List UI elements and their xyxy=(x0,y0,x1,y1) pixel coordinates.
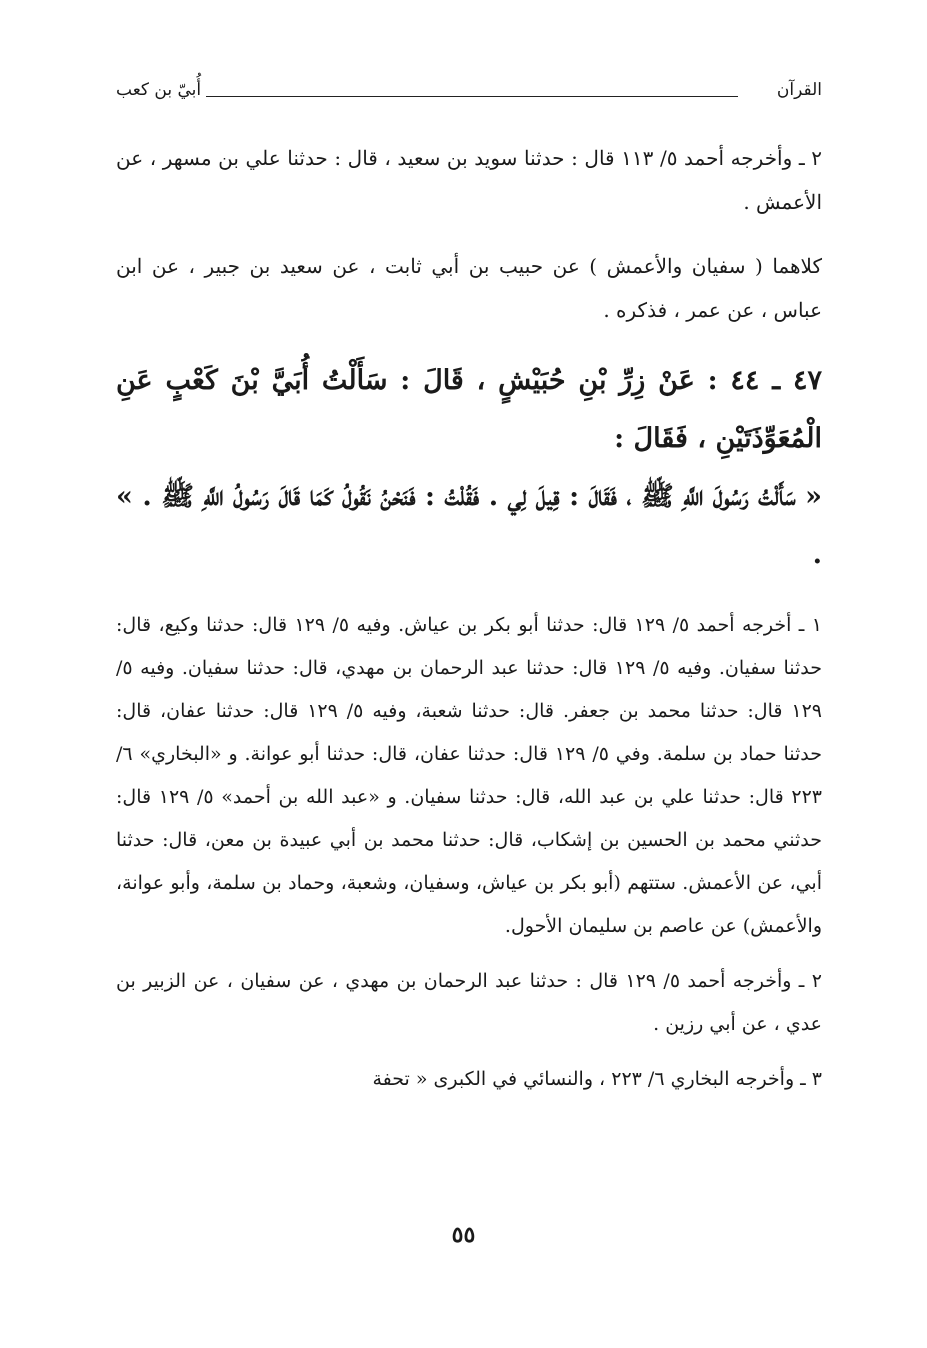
hadith-intro: ٤٧ ـ ٤٤ : عَنْ زِرِّ بْنِ حُبَيْشٍ ، قَالَ : سَأَلْتُ أُبَيَّ بْنَ كَعْبٍ عَنِ الْمُعَوِّذَتَيْنِ ، فَقَالَ : xyxy=(116,365,822,454)
takhrij-paragraph-1 xyxy=(116,136,822,224)
footnotes-section xyxy=(116,604,822,1101)
header-rule xyxy=(206,96,738,97)
hadith-block xyxy=(116,352,822,584)
running-header xyxy=(116,80,822,110)
paragraph-text: ٢ ـ وأخرجه أحمد ٥/ ١١٣ قال : حدثنا سويد بن سعيد ، قال : حدثنا علي بن مسهر ، عن الأعمش . xyxy=(116,146,823,214)
footnote-2: ٢ ـ وأخرجه أحمد ٥/ ١٢٩ قال : حدثنا عبد الرحمان بن مهدي ، عن سفيان ، عن الزبير بن عدي ، عن أبي رزين . xyxy=(116,970,822,1035)
hadith-quote: « سَأَلْتُ رَسُولَ اللَّهِ ﷺ ، فَقَالَ : قِيلَ لِي . فَقُلْتُ : فَنَحْنُ نَقُولُ كَمَا قَالَ رَسُولُ اللَّهِ ﷺ . » . xyxy=(116,481,822,570)
footnote-3: ٣ ـ وأخرجه البخاري ٦/ ٢٢٣ ، والنسائي في الكبرى « تحفة xyxy=(372,1068,822,1090)
header-chapter-title: أُبيّ بن كعب xyxy=(116,80,202,100)
paragraph-text: كلاهما ( سفيان والأعمش ) عن حبيب بن أبي ثابت ، عن سعيد بن جبير ، عن ابن عباس ، عن عمر ، فذكره . xyxy=(116,254,822,322)
takhrij-paragraph-2 xyxy=(116,244,822,332)
footnote-1: ١ ـ أخرجه أحمد ٥/ ١٢٩ قال: حدثنا أبو بكر بن عياش. وفيه ٥/ ١٢٩ قال: حدثنا وكيع، قال: حدثنا سفيان. وفيه ٥/ ١٢٩ قال: حدثنا عبد الرحمان بن مهدي، قال: حدثنا سفيان. وفيه ٥/ ١٢٩ قال: حدثنا محمد بن جعفر. قال: حدثنا شعبة، وفيه ٥/ ١٢٩ قال: حدثنا عفان، قال: حدثنا حماد بن سلمة. وفي ٥/ ١٢٩ قال: حدثنا عفان، قال: حدثنا أبو عوانة. و «البخاري» ٦/ ٢٢٣ قال: حدثنا علي بن عبد الله، قال: حدثنا سفيان. و «عبد الله بن أحمد» ٥/ ١٢٩ قال: حدثني محمد بن الحسين بن إشكاب، قال: حدثنا محمد بن أبي عبيدة بن معن، قال: حدثنا أبي، عن الأعمش. ستتهم (أبو بكر بن عياش، وسفيان، وشعبة، وحماد بن سلمة، وأبو عوانة، والأعمش) عن عاصم بن سليمان الأحول. xyxy=(116,614,822,937)
page-number: ٥٥ xyxy=(451,1222,476,1248)
header-section-title: القرآن xyxy=(776,80,822,100)
